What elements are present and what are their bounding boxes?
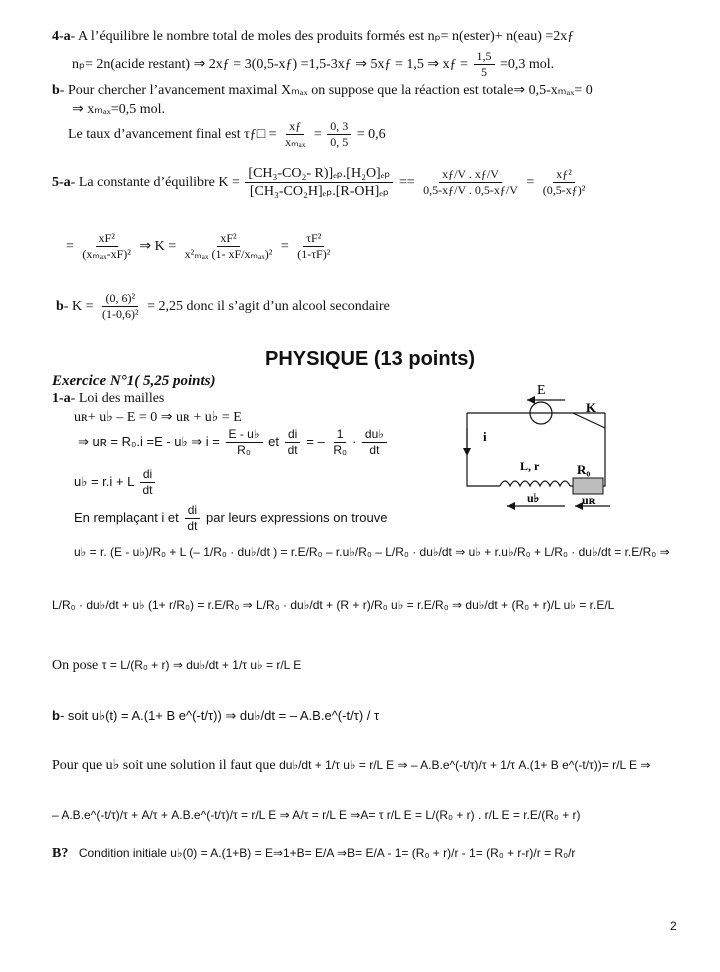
physics-title: PHYSIQUE (13 points) (264, 348, 476, 370)
eq1: uʀ+ u♭ – E = 0 ⇒ uʀ + u♭ = E (74, 410, 242, 425)
simplified-fraction: $\frac{\text{xƒ²}}{\text{(0,5-xƒ)²}}$ (542, 167, 586, 198)
initial-condition: B? Condition initiale u♭(0) = A.(1+B) = E⇒1+B= E/A ⇒B= E/A - 1= (R₀ + r)/r - 1= (R₀ + r-r)/r = R₀/r (52, 846, 576, 861)
coil-symbol (500, 481, 570, 486)
replace-line: En remplaçant i et $\frac{di}{dt}$ par leurs expressions on trouve (74, 503, 388, 534)
fraction: $\frac{di}{dt}$ (139, 468, 155, 497)
fraction: $\frac{1,5}{5}$ (474, 50, 495, 79)
q1b-line: b- soit u♭(t) = A.(1+ B e^(-t/τ)) ⇒ du♭/dt = – A.B.e^(-t/τ) / τ (52, 708, 380, 723)
long-eq2: L/R₀ · du♭/dt + u♭ (1+ r/R₀) = r.E/R₀ ⇒ L/R₀ · du♭/dt + (R + r)/R₀ u♭ = r.E/R₀ ⇒ du♭/dt + (R₀ + r)/L u♭ = r.E/L (52, 598, 615, 612)
q4b-line1: b- Pour chercher l’avancement maximal Xₘₐₓ on suppose que la réaction est totale⇒ 0,5-xₘₐₓ= 0 (52, 83, 593, 98)
resistor-r0 (573, 478, 603, 494)
q4b-rate: Le taux d’avancement final est τƒ□ = xƒ xₘₐₓ = $\frac{0, 3}{0, 5}$ = 0,6 (68, 119, 386, 150)
q4a-line2: nₚ= 2n(acide restant) ⇒ 2xƒ = 3(0,5-xƒ) =1,5-3xƒ ⇒ 5xƒ = 1,5 ⇒ xƒ = $\frac{1,5}{5}$ =0,3 mol. (72, 49, 555, 80)
fraction: $\frac{E - u♭}{\text{R₀}}$ (226, 428, 263, 457)
label-l: L, r (520, 459, 540, 473)
exercise-title: Exercice N°1( 5,25 points) (52, 373, 216, 389)
fraction: $\frac{0, 3}{0, 5}$ (327, 120, 351, 149)
fraction: $\frac{du♭}{dt}$ (362, 428, 387, 457)
fraction: $\frac{di}{dt}$ (285, 428, 301, 457)
fraction: xƒ xₘₐₓ (285, 119, 306, 150)
q5a-line1: 5-a- La constante d’équilibre K = $\frac{\text{[CH₃-CO₂- R)]ₑₚ.[H₂O]ₑₚ}}{\text{[CH₃-CO₂H]ₑₚ.[R-OH]ₑₚ}}$ == $\frac{xƒ/V . xƒ/V}{0,5-xƒ/V . 0,5-xƒ/V}$ = $\frac{\text{xƒ²}}{\text{(0,5-xƒ)²}}$ (52, 166, 590, 200)
rl-circuit-diagram (455, 378, 655, 513)
current-arrow (463, 448, 471, 456)
q5a-line2: = xF² (xₘₐₓ-xF)² ⇒ K = xF² x²ₘₐₓ (1- xF/xₘₐₓ)² = $\frac{\text{τF²}}{\text{(1-τF)²}}$ (66, 232, 335, 261)
switch-k (573, 413, 605, 428)
fraction: $\frac{di}{dt}$ (184, 504, 200, 533)
solution-line: Pour que u♭ soit une solution il faut que du♭/dt + 1/τ u♭ = r/L E ⇒ – A.B.e^(-t/τ)/τ + 1/τ A.(1+ B e^(-t/τ))= r/L E ⇒ (52, 758, 651, 773)
label-e: E (537, 383, 546, 398)
q5b-line: b- K = $\frac{\text{(0, 6)²}}{\text{(1-0,6)²}}$ = 2,25 donc il s’agit d’un alcool secondaire (56, 291, 390, 322)
e-arrow (527, 396, 535, 404)
ub-arrow (507, 502, 515, 510)
eq3: u♭ = r.i + L $\frac{di}{dt}$ (74, 468, 158, 497)
fraction: $\frac{\text{τF²}}{\text{(1-τF)²}}$ (297, 231, 331, 262)
long-eq1: u♭ = r. (E - u♭)/R₀ + L (– 1/R₀ · du♭/dt ) = r.E/R₀ – r.u♭/R₀ – L/R₀ · du♭/dt ⇒ u♭ + r.u♭/R₀ + L/R₀ · du♭/dt = r.E/R₀ ⇒ (74, 545, 670, 559)
volume-fraction: $\frac{xƒ/V . xƒ/V}{0,5-xƒ/V . 0,5-xƒ/V}$ (423, 167, 518, 198)
fraction: $\frac{1}{\text{R₀}}$ (333, 427, 347, 458)
q1a-heading: 1-a- Loi des mailles (52, 391, 165, 406)
label-k: K (586, 400, 597, 415)
q4b-line2: ⇒ xₘₐₓ=0,5 mol. (72, 102, 166, 117)
page-number: 2 (670, 919, 677, 933)
fraction: xF² x²ₘₐₓ (1- xF/xₘₐₓ)² (184, 231, 273, 262)
final-eq: – A.B.e^(-t/τ)/τ + A/τ + A.B.e^(-t/τ)/τ = r/L E ⇒ A/τ = r/L E ⇒A= τ r/L E = L/(R₀ + r) . r/L E = r.E/(R₀ + r) (52, 808, 581, 822)
label-ub: u♭ (527, 491, 540, 505)
label-i: i (483, 429, 487, 444)
fraction: $\frac{\text{(0, 6)²}}{\text{(1-0,6)²}}$ (101, 291, 139, 322)
pose-line: On pose τ = L/(R₀ + r) ⇒ du♭/dt + 1/τ u♭ = r/L E (52, 658, 302, 673)
q4a-line1: 4-a- A l’équilibre le nombre total de moles des produits formés est nₚ= n(ester)+ n(eau) =2xƒ (52, 29, 575, 44)
k-expression: $\frac{\text{[CH₃-CO₂- R)]ₑₚ.[H₂O]ₑₚ}}{\text{[CH₃-CO₂H]ₑₚ.[R-OH]ₑₚ}}$ (245, 166, 393, 200)
label-r0: R₀ (577, 462, 591, 477)
label-ur: uʀ (582, 493, 596, 507)
fraction: xF² (xₘₐₓ-xF)² (82, 231, 131, 262)
eq2: ⇒ uʀ = R₀.i =E - u♭ ⇒ i = $\frac{E - u♭}{\text{R₀}}$ et $\frac{di}{dt}$ = – $\frac{1}{\text{R₀}}$ · $\frac{du♭}{dt}$ (78, 428, 389, 457)
